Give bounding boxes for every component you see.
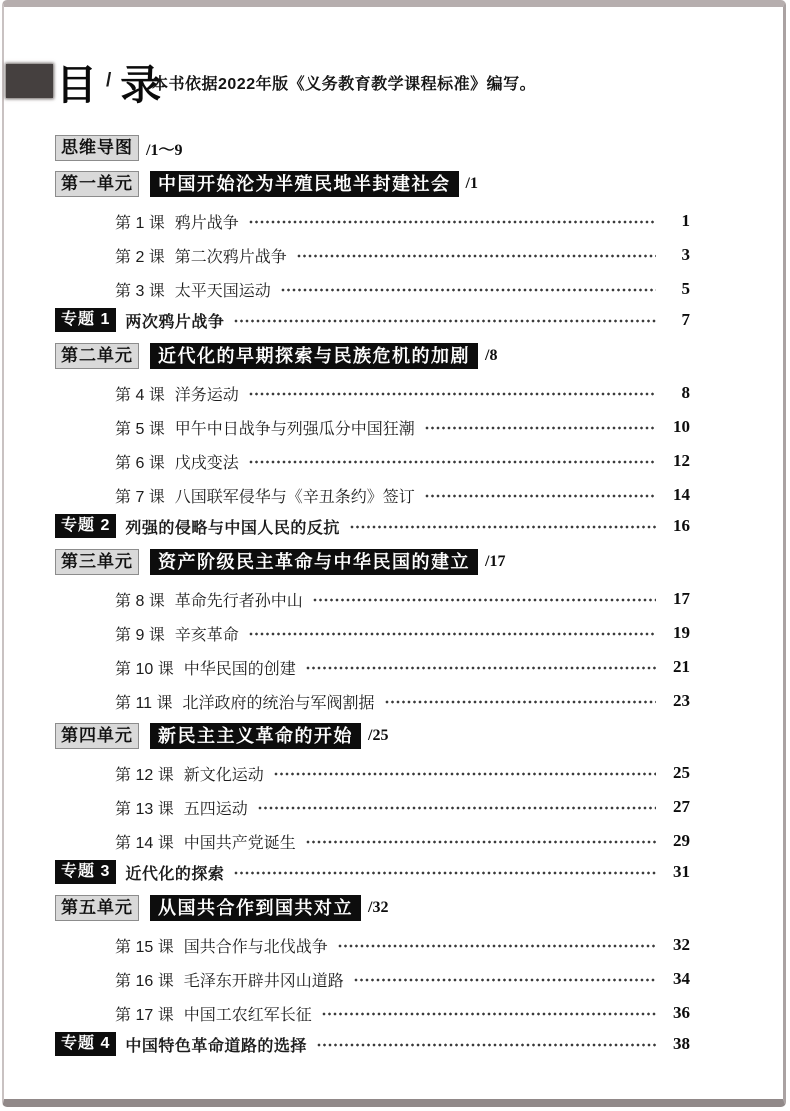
- title-slash: /: [106, 70, 114, 91]
- page-number: 31: [673, 862, 690, 881]
- special-topic-title: 中国特色革命道路的选择: [125, 1037, 307, 1055]
- toc-lesson-row: [55, 484, 690, 506]
- lesson-number: 第 2 课: [115, 248, 165, 266]
- dot-leader: [258, 800, 656, 814]
- unit-page-number: /17: [485, 553, 506, 570]
- toc-lesson-row: [55, 656, 690, 678]
- page-number: 32: [673, 935, 690, 954]
- lesson-title: 北洋政府的统治与军阀割据: [182, 694, 375, 712]
- special-topic-title: 近代化的探索: [125, 865, 225, 883]
- dot-leader: [234, 865, 656, 879]
- mindmap-page-range: /1～9: [146, 141, 183, 159]
- dot-leader: [354, 972, 656, 986]
- page-number: 3: [681, 245, 690, 264]
- page-number: 34: [673, 969, 690, 988]
- dot-leader: [317, 1037, 656, 1051]
- unit-title-badge: 中国开始沦为半殖民地半封建社会: [150, 171, 459, 197]
- toc-lesson-row: [55, 796, 690, 818]
- toc-mindmap-row: [55, 136, 690, 160]
- unit-page-number: /8: [485, 347, 498, 364]
- toc-unit-row: [55, 170, 690, 198]
- page-number: 14: [673, 485, 690, 504]
- toc-unit-row: [55, 342, 690, 370]
- dot-leader: [249, 454, 656, 468]
- lesson-title: 洋务运动: [174, 386, 239, 404]
- toc-lesson-row: [55, 762, 690, 784]
- toc-special-topic-row: [55, 1032, 690, 1056]
- toc-unit-row: [55, 548, 690, 576]
- toc-special-topic-row: [55, 860, 690, 884]
- toc-lesson-row: [55, 968, 690, 990]
- lesson-number: 第 8 课: [115, 592, 165, 610]
- lesson-number: 第 12 课: [115, 766, 174, 784]
- unit-title-badge: 资产阶级民主革命与中华民国的建立: [150, 549, 478, 575]
- page-number: 25: [673, 763, 690, 782]
- toc-lesson-row: [55, 244, 690, 266]
- dot-leader: [249, 214, 656, 228]
- toc-lesson-row: [55, 588, 690, 610]
- page-number: 29: [673, 831, 690, 850]
- page-title: [56, 58, 164, 108]
- page-number: 8: [681, 383, 690, 402]
- toc-unit-row: [55, 722, 690, 750]
- dot-leader: [338, 938, 656, 952]
- lesson-title: 八国联军侵华与《辛丑条约》签订: [174, 488, 415, 506]
- page-number: 5: [681, 279, 690, 298]
- unit-label-badge: 第四单元: [55, 723, 139, 749]
- lesson-title: 中国工农红军长征: [183, 1006, 312, 1024]
- toc-special-topic-row: [55, 514, 690, 538]
- toc-lesson-row: [55, 1002, 690, 1024]
- page-number: 7: [681, 310, 690, 329]
- page-number: 38: [673, 1034, 690, 1053]
- lesson-title: 国共合作与北伐战争: [183, 938, 328, 956]
- lesson-number: 第 13 课: [115, 800, 174, 818]
- toc-lesson-row: [55, 416, 690, 438]
- toc-lesson-row: [55, 278, 690, 300]
- special-topic-badge: 专题 1: [55, 308, 116, 332]
- toc-lesson-row: [55, 622, 690, 644]
- lesson-title: 中华民国的创建: [183, 660, 296, 678]
- dot-leader: [234, 313, 656, 327]
- lesson-number: 第 15 课: [115, 938, 174, 956]
- page-number: 16: [673, 516, 690, 535]
- dot-leader: [281, 282, 656, 296]
- lesson-title: 太平天国运动: [174, 282, 271, 300]
- dot-leader: [297, 248, 656, 262]
- page-number: 27: [673, 797, 690, 816]
- lesson-number: 第 10 课: [115, 660, 174, 678]
- dot-leader: [306, 660, 656, 674]
- unit-label-badge: 第三单元: [55, 549, 139, 575]
- unit-title-badge: 从国共合作到国共对立: [150, 895, 361, 921]
- page-number: 23: [673, 691, 690, 710]
- dot-leader: [313, 592, 656, 606]
- lesson-number: 第 1 课: [115, 214, 165, 232]
- toc-lesson-row: [55, 450, 690, 472]
- lesson-number: 第 7 课: [115, 488, 165, 506]
- special-topic-title: 列强的侵略与中国人民的反抗: [125, 519, 340, 537]
- page-number: 21: [673, 657, 690, 676]
- unit-title-badge: 新民主主义革命的开始: [150, 723, 361, 749]
- toc-lesson-row: [55, 210, 690, 232]
- toc-lesson-row: [55, 690, 690, 712]
- header-corner-tab: [6, 64, 53, 98]
- dot-leader: [274, 766, 656, 780]
- dot-leader: [249, 386, 656, 400]
- unit-page-number: /32: [368, 899, 389, 916]
- lesson-title: 第二次鸦片战争: [174, 248, 287, 266]
- lesson-number: 第 17 课: [115, 1006, 174, 1024]
- toc-special-topic-row: [55, 308, 690, 332]
- lesson-number: 第 11 课: [115, 694, 173, 712]
- title-char-lu: 录: [120, 61, 164, 108]
- lesson-number: 第 6 课: [115, 454, 165, 472]
- page-number: 17: [673, 589, 690, 608]
- page-number: 1: [681, 211, 690, 230]
- lesson-title: 甲午中日战争与列强瓜分中国狂潮: [174, 420, 415, 438]
- dot-leader: [425, 420, 656, 434]
- toc-unit-row: [55, 894, 690, 922]
- lesson-number: 第 4 课: [115, 386, 165, 404]
- unit-page-number: /25: [368, 727, 389, 744]
- lesson-title: 辛亥革命: [174, 626, 239, 644]
- special-topic-badge: 专题 3: [55, 860, 116, 884]
- page-number: 19: [673, 623, 690, 642]
- toc-lesson-row: [55, 830, 690, 852]
- unit-label-badge: 第一单元: [55, 171, 139, 197]
- unit-label-badge: 第二单元: [55, 343, 139, 369]
- lesson-title: 毛泽东开辟井冈山道路: [183, 972, 344, 990]
- lesson-title: 革命先行者孙中山: [174, 592, 303, 610]
- edition-note: 本书依据2022年版《义务教育教学课程标准》编写。: [152, 76, 537, 93]
- lesson-number: 第 14 课: [115, 834, 174, 852]
- toc-lesson-row: [55, 382, 690, 404]
- toc-lesson-row: [55, 934, 690, 956]
- lesson-title: 戊戌变法: [174, 454, 239, 472]
- page-number: 36: [673, 1003, 690, 1022]
- lesson-number: 第 9 课: [115, 626, 165, 644]
- special-topic-badge: 专题 2: [55, 514, 116, 538]
- dot-leader: [249, 626, 656, 640]
- lesson-number: 第 16 课: [115, 972, 174, 990]
- dot-leader: [322, 1006, 656, 1020]
- unit-page-number: /1: [465, 175, 478, 192]
- special-topic-badge: 专题 4: [55, 1032, 116, 1056]
- lesson-number: 第 5 课: [115, 420, 165, 438]
- unit-label-badge: 第五单元: [55, 895, 139, 921]
- page-number: 12: [673, 451, 690, 470]
- table-of-contents: [55, 136, 690, 1056]
- dot-leader: [425, 488, 656, 502]
- lesson-title: 中国共产党诞生: [183, 834, 296, 852]
- mindmap-label-badge: 思维导图: [55, 135, 139, 161]
- unit-title-badge: 近代化的早期探索与民族危机的加剧: [150, 343, 478, 369]
- lesson-number: 第 3 课: [115, 282, 165, 300]
- lesson-title: 鸦片战争: [174, 214, 239, 232]
- lesson-title: 五四运动: [183, 800, 248, 818]
- page-number: 10: [673, 417, 690, 436]
- dot-leader: [350, 519, 656, 533]
- lesson-title: 新文化运动: [183, 766, 264, 784]
- dot-leader: [385, 694, 656, 708]
- dot-leader: [306, 834, 656, 848]
- special-topic-title: 两次鸦片战争: [125, 313, 225, 331]
- title-char-mu: 目: [56, 61, 99, 108]
